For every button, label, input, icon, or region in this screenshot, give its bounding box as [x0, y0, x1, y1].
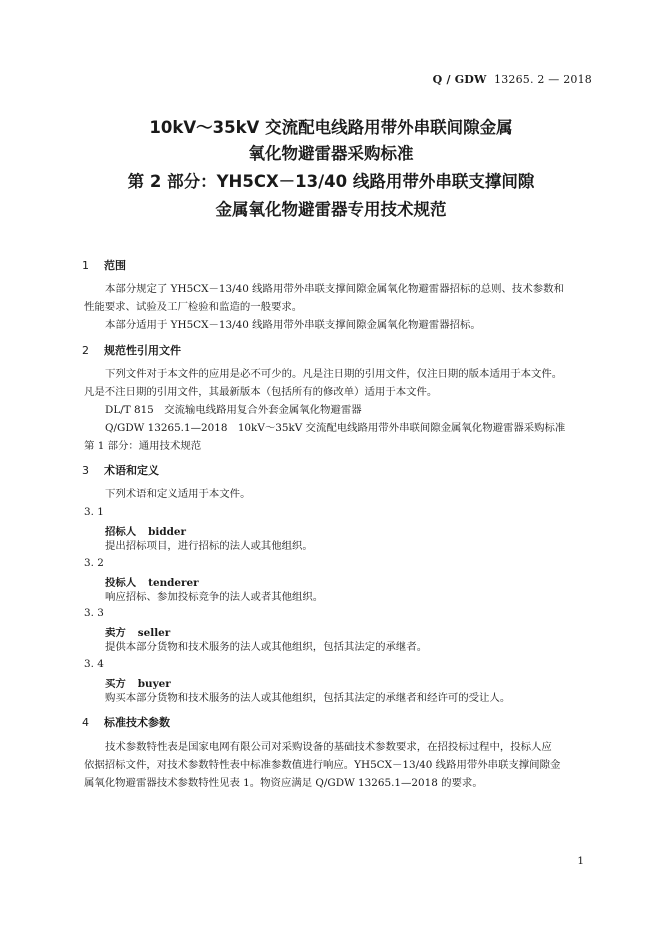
term-3-1	[105, 523, 186, 538]
section-4-para-line-2: 依据招标文件，对技术参数特性表中标准参数值进行响应。YH5CX－13/40 线路用带外串联支撑间隙金	[84, 759, 561, 771]
standard-code-prefix: Q / GDW	[432, 73, 487, 86]
term-3-1-definition: 提出招标项目，进行招标的法人或其他组织。	[105, 540, 313, 552]
term-3-1-zh: 招标人	[105, 526, 137, 538]
section-4-para-line-3: 属氧化物避雷器技术参数特性见表 1。物资应满足 Q/GDW 13265.1—2018 的要求。	[84, 777, 483, 789]
term-3-2-zh: 投标人	[105, 577, 137, 589]
section-1-title: 范围	[104, 259, 126, 272]
section-1-heading	[82, 257, 126, 273]
page-number: 1	[577, 855, 584, 867]
section-1-para-2: 本部分适用于 YH5CX－13/40 线路用带外串联支撑间隙金属氧化物避雷器招标。	[105, 319, 481, 331]
title-line-4: 金属氧化物避雷器专用技术规范	[215, 200, 447, 219]
term-3-2-number: 3. 2	[84, 557, 104, 569]
title-line-2: 氧化物避雷器采购标准	[248, 144, 414, 163]
section-4-para-line-1: 技术参数特性表是国家电网有限公司对采购设备的基础技术参数要求，在招投标过程中，投标人应	[105, 741, 552, 753]
term-3-3-en: seller	[137, 627, 171, 639]
term-3-4-zh: 买方	[105, 678, 126, 690]
section-4-number: 4	[82, 716, 89, 729]
section-3-intro: 下列术语和定义适用于本文件。	[105, 488, 251, 500]
section-1-para-1-line-1: 本部分规定了 YH5CX－13/40 线路用带外串联支撑间隙金属氧化物避雷器招标的总则、技术参数和	[105, 283, 564, 295]
term-3-4	[105, 675, 171, 690]
section-2-title: 规范性引用文件	[104, 344, 181, 357]
reference-q-gdw-line-2: 第 1 部分：通用技术规范	[84, 440, 202, 452]
section-4-title: 标准技术参数	[104, 716, 170, 729]
term-3-4-en: buyer	[137, 678, 171, 690]
section-1-para-1-line-2: 性能要求、试验及工厂检验和监造的一般要求。	[84, 301, 303, 313]
section-3-heading	[82, 462, 159, 478]
section-2-number: 2	[82, 344, 89, 357]
standard-code	[433, 73, 592, 86]
section-3-number: 3	[82, 464, 89, 477]
reference-q-gdw-line-1: Q/GDW 13265.1—2018 10kV～35kV 交流配电线路用带外串联间隙金属氧化物避雷器采购标准	[105, 422, 566, 434]
section-2-para-line-1: 下列文件对于本文件的应用是必不可少的。凡是注日期的引用文件，仅注日期的版本适用于本文件。	[105, 368, 563, 380]
term-3-2	[105, 574, 199, 589]
section-1-number: 1	[82, 259, 89, 272]
reference-dl-t-815: DL/T 815 交流输电线路用复合外套金属氧化物避雷器	[105, 404, 362, 416]
title-line-3: 第 2 部分：YH5CX－13/40 线路用带外串联支撑间隙	[127, 172, 535, 191]
section-4-heading	[82, 714, 170, 730]
term-3-4-definition: 购买本部分货物和技术服务的法人或其他组织，包括其法定的承继者和经许可的受让人。	[105, 692, 511, 704]
section-2-heading	[82, 342, 181, 358]
term-3-1-en: bidder	[148, 526, 187, 538]
term-3-2-en: tenderer	[148, 577, 199, 589]
term-3-1-number: 3. 1	[84, 506, 104, 518]
term-3-3-zh: 卖方	[105, 627, 126, 639]
term-3-3-number: 3. 3	[84, 607, 104, 619]
term-3-4-number: 3. 4	[84, 658, 104, 670]
title-line-1: 10kV～35kV 交流配电线路用带外串联间隙金属	[149, 118, 513, 137]
standard-code-number: 13265. 2 — 2018	[494, 73, 592, 86]
section-2-para-line-2: 凡是不注日期的引用文件，其最新版本（包括所有的修改单）适用于本文件。	[84, 386, 438, 398]
section-3-title: 术语和定义	[104, 464, 159, 477]
term-3-2-definition: 响应招标、参加投标竞争的法人或者其他组织。	[105, 591, 324, 603]
term-3-3	[105, 624, 170, 639]
term-3-3-definition: 提供本部分货物和技术服务的法人或其他组织，包括其法定的承继者。	[105, 641, 428, 653]
